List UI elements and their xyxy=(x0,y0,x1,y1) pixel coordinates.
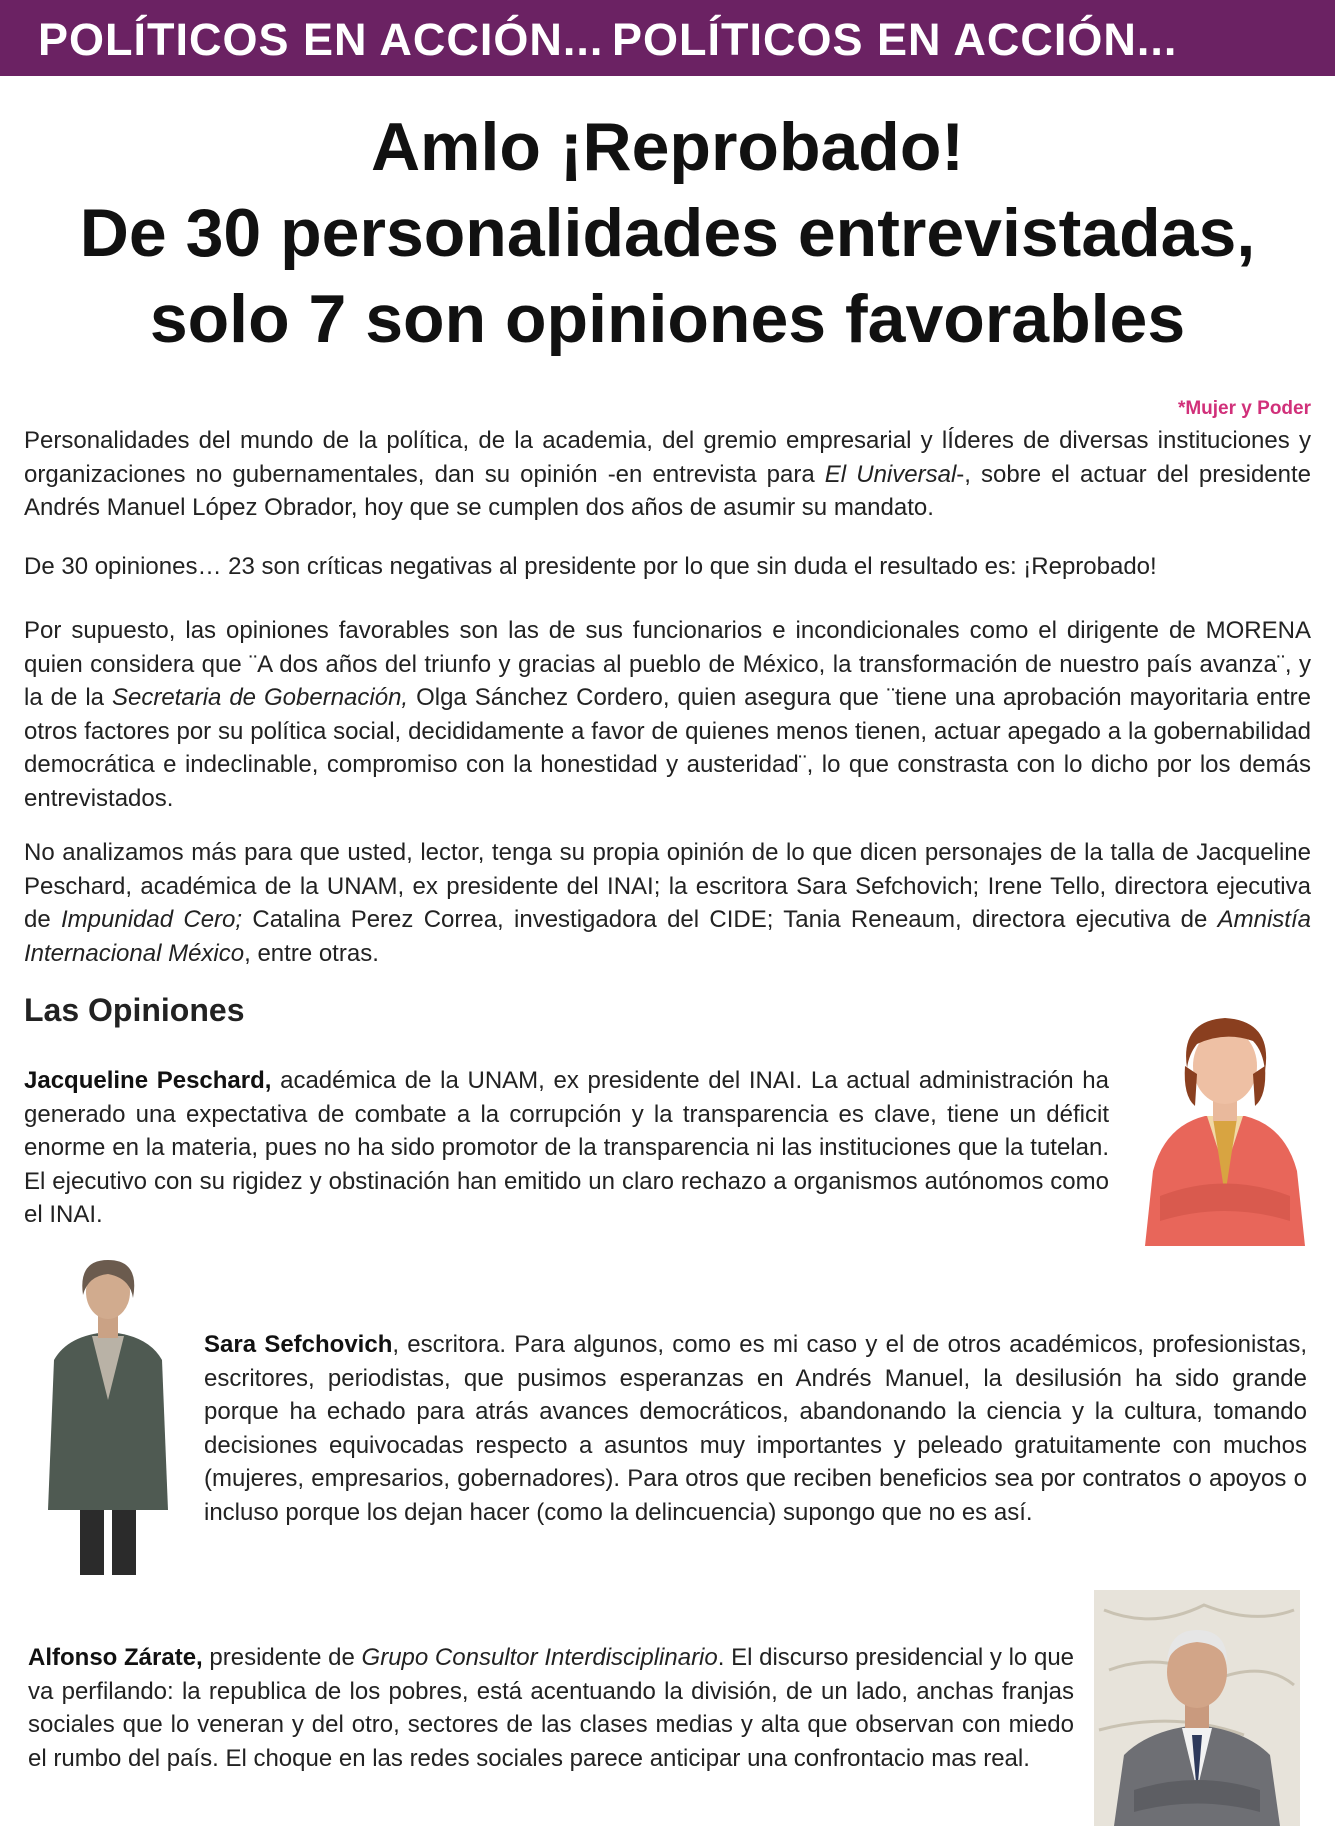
opinion-text-a: presidente de xyxy=(202,1644,362,1671)
section-banner xyxy=(0,0,1335,76)
p1-publication: El Universal xyxy=(824,460,957,488)
opinion-sefchovich xyxy=(204,1328,1307,1530)
p1-text-b: -, sobre el actuar del presidente Andrés Manuel López Obrador, hoy que se cumplen dos años de asumir su mandato. xyxy=(24,460,1311,522)
opinion-name: Sara Sefchovich xyxy=(204,1331,393,1358)
banner-text-2: POLÍTICOS EN ACCIÓN... xyxy=(612,14,1178,65)
article-headline xyxy=(0,104,1335,362)
portrait-alfonso-zarate xyxy=(1094,1590,1300,1826)
opinion-peschard xyxy=(24,1064,1109,1232)
p4-text-b: Catalina Perez Correa, investigadora del CIDE; Tania Reneaum, directora ejecutiva de xyxy=(242,906,1218,934)
opinion-zarate xyxy=(28,1641,1074,1775)
p4-text-c: , entre otras. xyxy=(244,939,379,967)
portrait-sara-sefchovich xyxy=(28,1250,188,1575)
section-title: Las Opiniones xyxy=(24,992,245,1028)
banner-text-1: POLÍTICOS EN ACCIÓN... xyxy=(38,14,604,65)
headline-line-3: solo 7 son opiniones favorables xyxy=(149,281,1186,357)
headline-line-2: De 30 personalidades entrevistadas, xyxy=(79,195,1256,271)
intro-paragraph-2: De 30 opiniones… 23 son críticas negativas al presidente por lo que sin duda el resultado es: ¡Reprobado! xyxy=(24,553,1157,580)
opinion-text: , escritora. Para algunos, como es mi caso y el de otros académicos, profesionistas, escritores, periodistas, que pusimos esperanzas en Andrés Manuel, la desilusión ha sido grande porque ha echado para atrás avances democráticos, abandonando la ciencia y la cultura, tomando decisiones equivocadas respecto a asuntos muy importantes y peleado gratuitamente con muchos (mujeres, empresarios, gobernadores). Para otros que reciben beneficios sea por contratos o apoyos o incluso porque los dejan hacer (como la delincuencia) supongo que no es así. xyxy=(204,1331,1307,1526)
headline-line-1: Amlo ¡Reprobado! xyxy=(370,109,965,185)
p3-emphasis: Secretaria de Gobernación, xyxy=(111,684,409,712)
intro-paragraph-1 xyxy=(24,424,1311,525)
portrait-jacqueline-peschard xyxy=(1125,996,1325,1246)
byline: *Mujer y Poder xyxy=(1177,398,1311,419)
p4-emphasis-2: Amnistía Internacional México xyxy=(24,906,1311,967)
opinion-organization: Grupo Consultor Interdisciplinario xyxy=(361,1644,718,1671)
opinion-text-b: . El discurso presidencial y lo que va perfilando: la republica de los pobres, está acentuando la división, de un lado, anchas franjas sociales que lo veneran y del otro, sectores de las clases medias y alta que observan con miedo el rumbo del país. El choque en las redes sociales parece anticipar una confrontacio mas real. xyxy=(28,1644,1075,1772)
opinion-name: Jacqueline Peschard, xyxy=(24,1067,272,1094)
p3-text-b: Olga Sánchez Cordero, quien asegura que ¨tiene una aprobación mayoritaria entre otros factores por su política social, decididamente a favor de quienes menos tienen, actuar apegado a la gobernabilidad democrática e indeclinable, compromiso con la honestidad y austeridad¨, lo que constrasta con lo dicho por los demás entrevistados. xyxy=(24,684,1312,812)
intro-paragraph-4 xyxy=(24,836,1311,970)
p3-text-a: Por supuesto, las opiniones favorables son las de sus funcionarios e incondicionales como el dirigente de MORENA quien considera que ¨A dos años del triunfo y gracias al pueblo de México, la transformación de nuestro país avanza¨, y la de la xyxy=(24,617,1311,712)
p4-text-a: No analizamos más para que usted, lector, tenga su propia opinión de lo que dicen personajes de la talla de Jacqueline Peschard, académica de la UNAM, ex presidente del INAI; la escritora Sara Sefchovich; Irene Tello, directora ejecutiva de xyxy=(24,839,1311,934)
p4-emphasis-1: Impunidad Cero; xyxy=(61,906,243,934)
opinion-text: académica de la UNAM, ex presidente del INAI. La actual administración ha generado una expectativa de combate a la corrupción y la transparencia es clave, tiene un déficit enorme en la materia, pues no ha sido promotor de la transparencia ni las instituciones que la tutelan. El ejecutivo con su rigidez y obstinación han emitido un claro rechazo a organismos autónomos como el INAI. xyxy=(24,1067,1109,1229)
intro-paragraph-3 xyxy=(24,614,1311,816)
p1-text-a: Personalidades del mundo de la política, de la academia, del gremio empresarial y lÍderes de diversas instituciones y organizaciones no gubernamentales, dan su opinión -en entrevista para xyxy=(24,427,1311,488)
opinion-name: Alfonso Zárate, xyxy=(28,1644,203,1671)
